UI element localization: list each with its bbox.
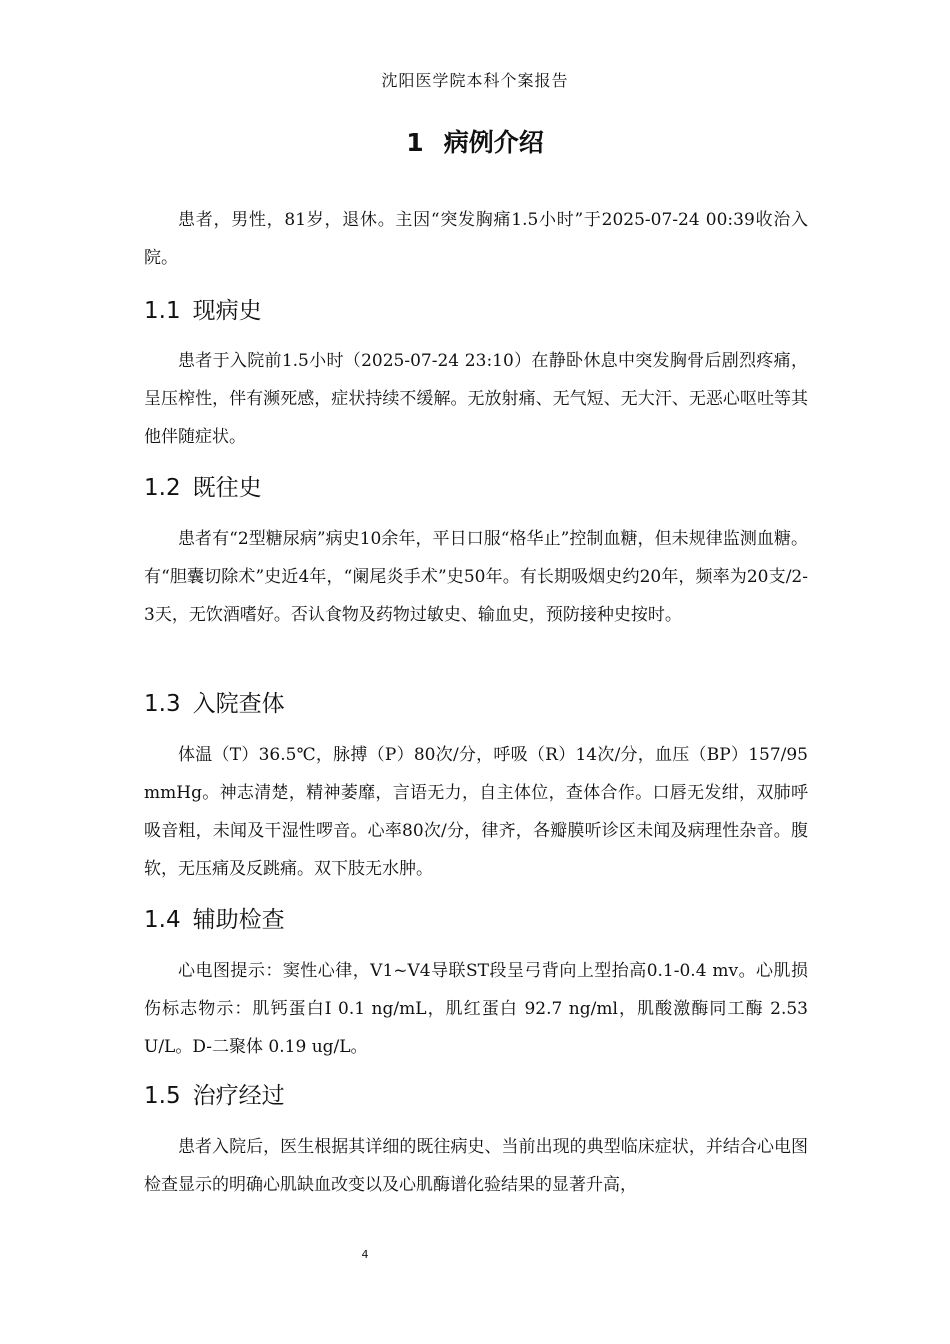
section-paragraph-1-4: 心电图提示：窦性心律，V1~V4导联ST段呈弓背向上型抬高0.1-0.4 mv。心肌损伤标志物示：肌钙蛋白I 0.1 ng/mL，肌红蛋白 92.7 ng/ml，肌酸激酶同工酶 2.53 U/L。D-二聚体 0.19 ug/L。 <box>144 961 808 1057</box>
page-number: 4 <box>361 1248 369 1261</box>
chapter-title-text: 病例介绍 <box>443 128 544 157</box>
section-heading-1-3 <box>144 685 285 718</box>
section-title: 入院查体 <box>192 691 285 717</box>
section-paragraph-1-3: 体温（T）36.5℃，脉搏（P）80次/分，呼吸（R）14次/分，血压（BP）157/95 mmHg。神志清楚，精神萎靡，言语无力，自主体位，查体合作。口唇无发绀，双肺呼吸音粗，未闻及干湿性啰音。心率80次/分，律齐，各瓣膜听诊区未闻及病理性杂音。腹软，无压痛及反跳痛。双下肢无水肿。 <box>144 745 808 879</box>
section-heading-1-1 <box>144 292 262 325</box>
intro-paragraph: 患者，男性，81岁，退休。主因“突发胸痛1.5小时”于2025-07-24 00:39收治入院。 <box>144 210 808 268</box>
section-number: 1.4 <box>144 907 181 933</box>
chapter-title <box>0 123 950 159</box>
chapter-number: 1 <box>406 128 424 157</box>
section-heading-1-2 <box>144 469 262 502</box>
section-heading-1-5 <box>144 1077 285 1110</box>
section-paragraph-1-1: 患者于入院前1.5小时（2025-07-24 23:10）在静卧休息中突发胸骨后剧烈疼痛，呈压榨性，伴有濒死感，症状持续不缓解。无放射痛、无气短、无大汗、无恶心呕吐等其他伴随症状。 <box>144 351 808 447</box>
section-title: 既往史 <box>192 475 262 501</box>
section-number: 1.2 <box>144 475 181 501</box>
section-title: 辅助检查 <box>192 907 285 933</box>
section-number: 1.3 <box>144 691 181 717</box>
section-number: 1.1 <box>144 298 181 324</box>
section-number: 1.5 <box>144 1083 181 1109</box>
running-header: 沈阳医学院本科个案报告 <box>381 71 569 90</box>
section-title: 现病史 <box>192 298 262 324</box>
section-paragraph-1-2: 患者有“2型糖尿病”病史10余年，平日口服“格华止”控制血糖，但未规律监测血糖。有“胆囊切除术”史近4年，“阑尾炎手术”史50年。有长期吸烟史约20年，频率为20支/2-3天，无饮酒嗜好。否认食物及药物过敏史、输血史，预防接种史按时。 <box>144 529 808 625</box>
section-heading-1-4 <box>144 901 285 934</box>
section-title: 治疗经过 <box>192 1083 285 1109</box>
section-paragraph-1-5: 患者入院后，医生根据其详细的既往病史、当前出现的典型临床症状，并结合心电图检查显示的明确心肌缺血改变以及心肌酶谱化验结果的显著升高， <box>144 1137 808 1195</box>
